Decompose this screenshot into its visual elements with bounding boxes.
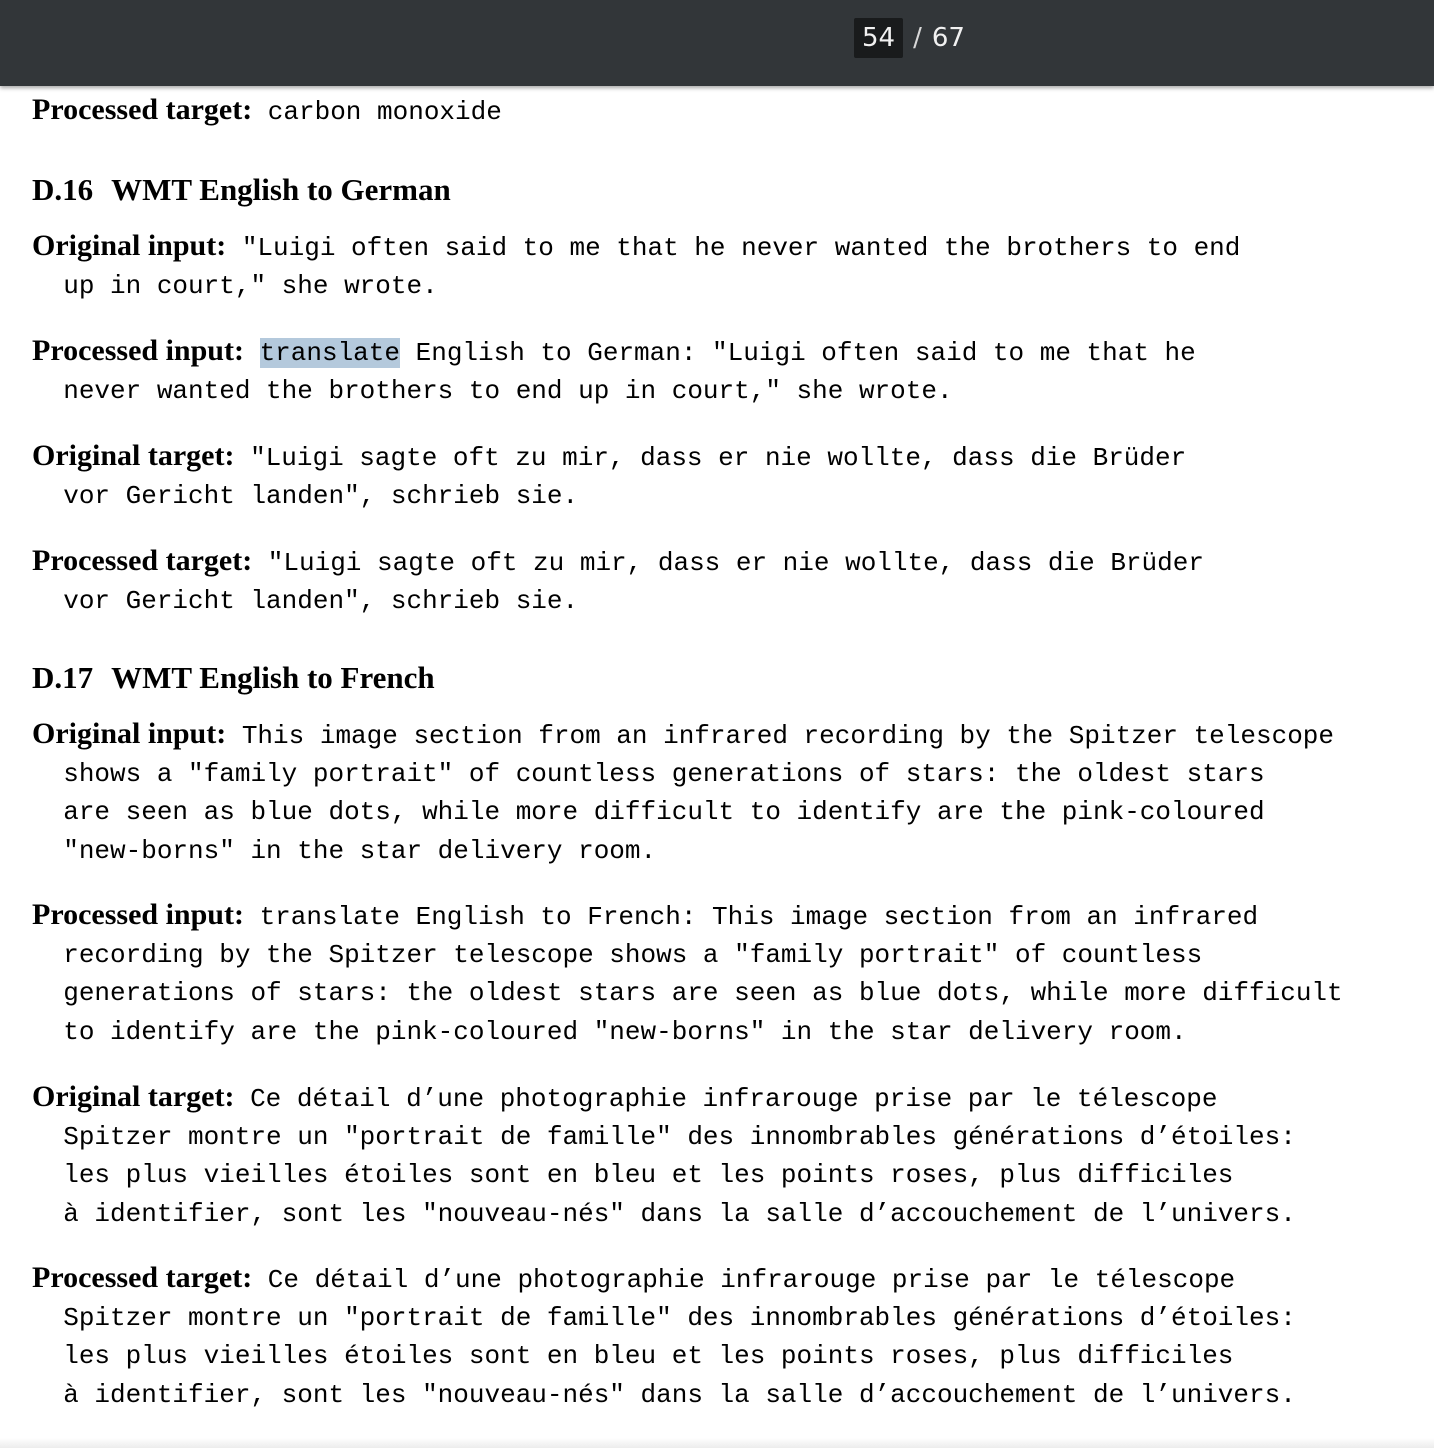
entry-line: This image section from an infrared recording by the Spitzer telescope <box>241 721 1335 751</box>
entry-line: to identify are the pink-coloured "new-borns" in the star delivery room. <box>63 1016 1187 1047</box>
d17-processed-target <box>32 1259 1427 1414</box>
entry-line: "Luigi often said to me that he never wanted the brothers to end <box>241 233 1241 263</box>
entry-line: à identifier, sont les "nouveau-nés" dans la salle d’accouchement de l’univers. <box>63 1198 1296 1229</box>
entry-line: generations of stars: the oldest stars are seen as blue dots, while more difficult <box>63 978 1343 1009</box>
entry-line: translate English to French: This image section from an infrared <box>259 902 1259 932</box>
entry-line: up in court," she wrote. <box>63 271 438 302</box>
entry-label: Original target: <box>32 439 235 472</box>
pdf-page[interactable] <box>0 86 1434 1448</box>
d17-processed-input <box>32 896 1427 1051</box>
entry-line: are seen as blue dots, while more difficult to identify are the pink-coloured <box>63 797 1265 828</box>
entry-line: les plus vieilles étoiles sont en bleu et les points roses, plus difficiles <box>63 1160 1234 1191</box>
prev-processed-target <box>32 91 1427 131</box>
entry-line: les plus vieilles étoiles sont en bleu et les points roses, plus difficiles <box>63 1341 1234 1372</box>
entry-label: Processed input: <box>32 898 244 931</box>
d17-original-input <box>32 715 1427 870</box>
entry-label: Original input: <box>32 717 227 750</box>
entry-line: Ce détail d’une photographie infrarouge prise par le télescope <box>267 1265 1236 1295</box>
section-number: D.17 <box>32 660 94 695</box>
entry-label: Original target: <box>32 1080 235 1113</box>
entry-line: "new-borns" in the star delivery room. <box>63 835 657 866</box>
current-page-input[interactable]: 54 <box>854 18 903 58</box>
entry-label: Original input: <box>32 229 227 262</box>
page-bottom-edge <box>0 1438 1434 1448</box>
entry-line: "Luigi sagte oft zu mir, dass er nie wollte, dass die Brüder <box>267 548 1204 578</box>
section-title: WMT English to French <box>111 660 435 695</box>
d17-original-target <box>32 1078 1427 1233</box>
entry-line: Ce détail d’une photographie infrarouge prise par le télescope <box>250 1084 1218 1114</box>
entry-line: shows a "family portrait" of countless generations of stars: the oldest stars <box>63 759 1265 790</box>
section-heading-d17 <box>32 660 435 696</box>
entry-line: English to German: "Luigi often said to me that he <box>415 338 1196 368</box>
total-pages: 67 <box>931 23 965 53</box>
entry-line: never wanted the brothers to end up in court," she wrote. <box>63 376 953 407</box>
entry-line: à identifier, sont les "nouveau-nés" dans la salle d’accouchement de l’univers. <box>63 1379 1296 1410</box>
pdf-viewer-toolbar <box>0 0 1434 86</box>
entry-label: Processed target: <box>32 93 253 126</box>
page-indicator <box>854 18 965 58</box>
section-number: D.16 <box>32 172 94 207</box>
section-heading-d16 <box>32 172 451 208</box>
entry-label: Processed input: <box>32 334 244 367</box>
entry-text: carbon monoxide <box>267 97 502 127</box>
selected-text-highlight[interactable]: translate <box>259 338 400 368</box>
entry-label: Processed target: <box>32 1261 253 1294</box>
section-title: WMT English to German <box>111 172 451 207</box>
entry-line: Spitzer montre un "portrait de famille" des innombrables générations d’étoiles: <box>63 1303 1296 1334</box>
entry-line: "Luigi sagte oft zu mir, dass er nie wollte, dass die Brüder <box>250 443 1187 473</box>
page-separator: / <box>913 23 922 53</box>
d16-processed-target <box>32 542 1427 620</box>
entry-line: Spitzer montre un "portrait de famille" des innombrables générations d’étoiles: <box>63 1122 1296 1153</box>
entry-line: recording by the Spitzer telescope shows a "family portrait" of countless <box>63 940 1203 971</box>
entry-line: vor Gericht landen", schrieb sie. <box>63 481 579 512</box>
entry-line: vor Gericht landen", schrieb sie. <box>63 586 579 617</box>
d16-original-target <box>32 437 1427 515</box>
entry-label: Processed target: <box>32 544 253 577</box>
d16-original-input <box>32 227 1427 305</box>
d16-processed-input <box>32 332 1427 410</box>
